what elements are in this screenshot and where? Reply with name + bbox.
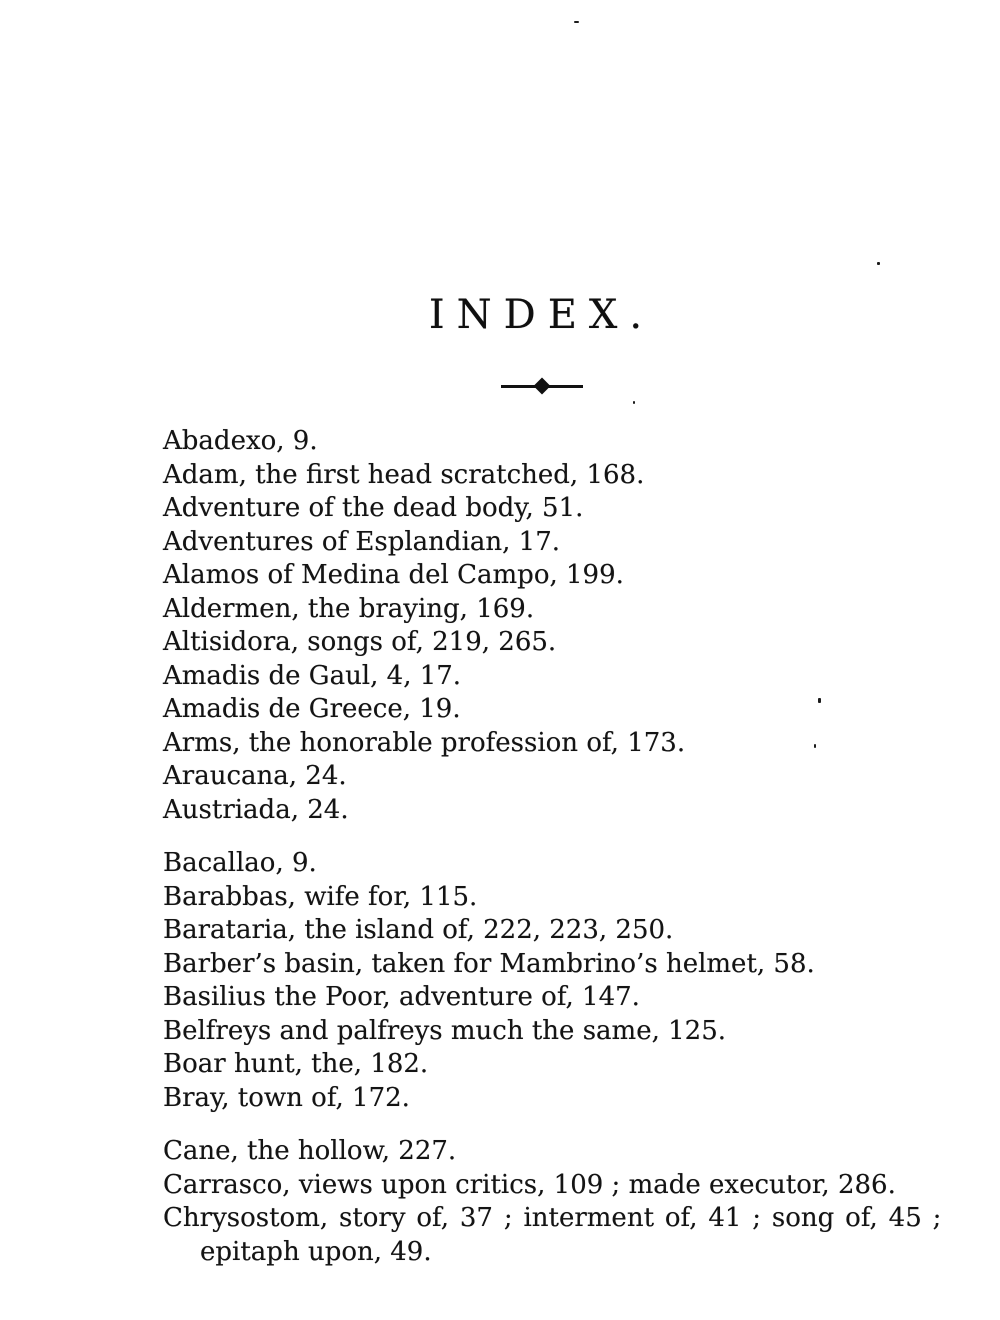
index-entry: Alamos of Medina del Campo, 199.: [163, 560, 624, 590]
ornamental-divider: [490, 379, 594, 393]
divider-rule-left: [501, 385, 537, 388]
index-section-c: [163, 1135, 942, 1269]
index-entry: Amadis de Gaul, 4, 17.: [163, 660, 462, 691]
divider-rule-right: [547, 385, 583, 388]
index-entry: Belfreys and palfreys much the same, 125.: [163, 1015, 727, 1046]
index-entry: Arms, the honorable profession of, 173.: [163, 727, 686, 758]
index-entry: Amadis de Greece, 19.: [163, 694, 461, 724]
index-entry: Altisidora, songs of, 219, 265.: [163, 627, 557, 657]
index-entry: Boar hunt, the, 182.: [163, 1049, 429, 1079]
page-content: [163, 0, 942, 1269]
index-entry: Adam, the first head scratched, 168.: [163, 459, 645, 490]
page-title: INDEX.: [428, 292, 655, 338]
index-entry: Adventure of the dead body, 51.: [163, 493, 584, 523]
index-entry: Aldermen, the braying, 169.: [163, 593, 535, 624]
index-entry-continuation: epitaph upon, 49.: [200, 1236, 432, 1267]
index-entry: Basilius the Poor, adventure of, 147.: [163, 982, 640, 1012]
index-entry: Bacallao, 9.: [163, 848, 317, 878]
index-entry: Abadexo, 9.: [163, 426, 318, 456]
index-entry: Carrasco, views upon critics, 109 ; made executor, 286.: [163, 1169, 896, 1200]
divider-diamond-icon: [533, 378, 550, 395]
index-entry: Barataria, the island of, 222, 223, 250.: [163, 915, 674, 945]
index-section-a: [163, 425, 920, 827]
index-entry: Barabbas, wife for, 115.: [163, 881, 478, 912]
index-entry: Barber’s basin, taken for Mambrino’s helmet, 58.: [163, 948, 815, 979]
index-entry: Cane, the hollow, 227.: [163, 1136, 457, 1166]
index-entries: [163, 425, 942, 1269]
index-entry: Austriada, 24.: [163, 794, 349, 825]
index-entry: Araucana, 24.: [163, 761, 347, 791]
index-entry: Adventures of Esplandian, 17.: [163, 526, 561, 557]
index-entry: Chrysostom, story of, 37 ; interment of, 41 ; song of, 45 ;: [163, 1203, 942, 1233]
index-section-b: [163, 847, 920, 1115]
index-entry: Bray, town of, 172.: [163, 1082, 410, 1113]
